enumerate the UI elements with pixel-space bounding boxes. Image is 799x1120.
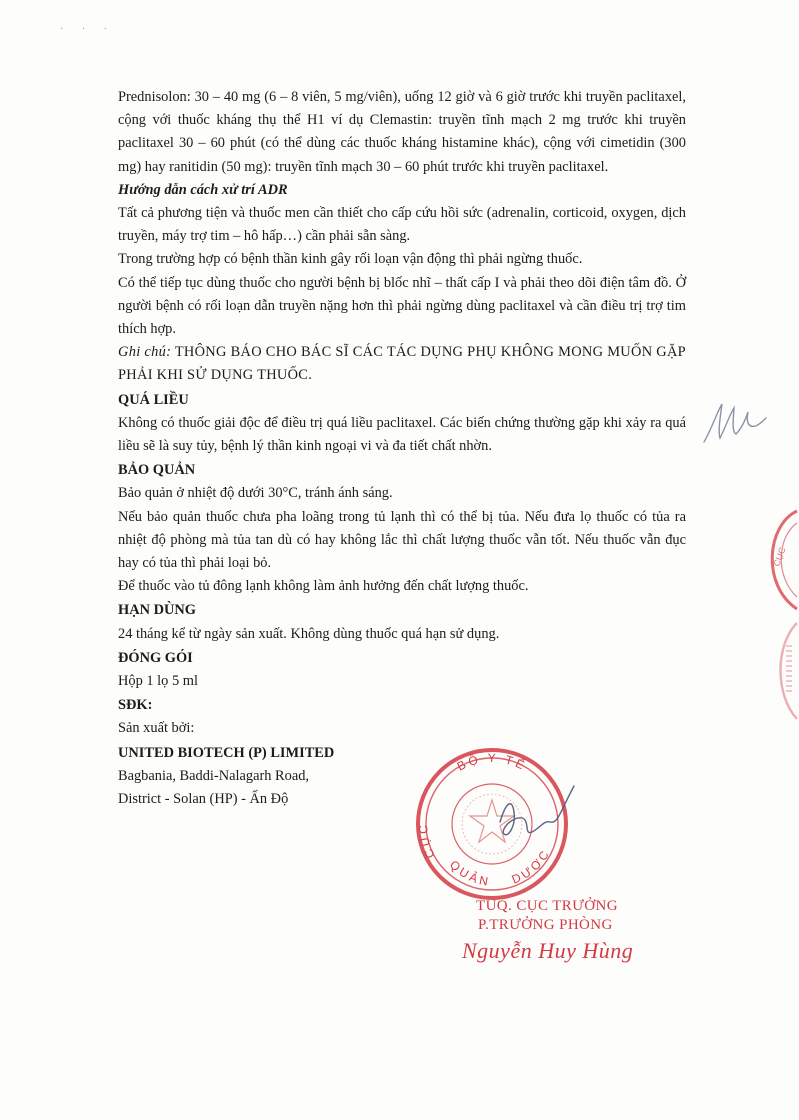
manufacturer-address-line-1: Bagbania, Baddi-Nalagarh Road, bbox=[118, 767, 310, 784]
signatory-name: Nguyễn Huy Hùng bbox=[462, 938, 634, 963]
manufacturer-name: UNITED BIOTECH (P) LIMITED bbox=[118, 744, 335, 761]
storage-paragraph-2: Nếu bảo quản thuốc chưa pha loãng trong tủ lạnh thì có thể bị tủa. Nếu đưa lọ thuốc có tủa ra nhiệt độ phòng mà tủa tan dù có hay không lắc thì chất lượng thuốc vẫn tốt. Nếu thuốc vẫn đục hay có tủa thì phải loại bỏ. bbox=[118, 508, 686, 572]
adr-paragraph-1: Tất cả phương tiện và thuốc men cần thiết cho cấp cứu hồi sức (adrenalin, corticoid, oxygen, dịch truyền, máy trợ tim – hô hấp…) cần phải sẵn sàng. bbox=[118, 205, 686, 245]
note-text: THÔNG BÁO CHO BÁC SĨ CÁC TÁC DỤNG PHỤ KHÔNG MONG MUỐN GẶP PHẢI KHI SỬ DỤNG THUỐC. bbox=[118, 344, 686, 384]
seal-bottom-right-text: DƯỢC bbox=[509, 845, 554, 887]
packing-heading: ĐÓNG GÓI bbox=[118, 649, 193, 666]
svg-text:CỤC bbox=[416, 822, 437, 860]
partial-stamp-right-upper bbox=[739, 505, 799, 615]
seal-left-text: CỤC bbox=[416, 822, 438, 861]
official-round-seal bbox=[408, 742, 578, 902]
overdose-paragraph: Không có thuốc giải độc để điều trị quá liều paclitaxel. Các biến chứng thường gặp khi xảy ra quá liều sẽ là suy tủy, bệnh lý thần kinh ngoại vi và đa tiết chất nhờn. bbox=[118, 414, 686, 455]
seal-bottom-left-text: QUẢN bbox=[446, 857, 493, 890]
document-body bbox=[118, 86, 686, 811]
signature-block bbox=[462, 897, 662, 965]
storage-heading: BẢO QUẢN bbox=[118, 462, 196, 479]
signature-title-line-1: TUQ. CỤC TRƯỞNG bbox=[476, 898, 618, 914]
packing-paragraph: Hộp 1 lọ 5 ml bbox=[118, 673, 198, 690]
storage-paragraph-1: Bảo quản ở nhiệt độ dưới 30°C, tránh ánh sáng. bbox=[118, 485, 393, 502]
registration-heading: SĐK: bbox=[118, 697, 153, 714]
expiry-paragraph: 24 tháng kể từ ngày sản xuất. Không dùng thuốc quá hạn sử dụng. bbox=[118, 625, 500, 642]
overdose-heading: QUÁ LIỀU bbox=[118, 391, 189, 408]
svg-text:QUẢN bbox=[447, 858, 492, 890]
adr-paragraph-3: Có thể tiếp tục dùng thuốc cho người bệnh bị blốc nhĩ – thất cấp I và phải theo dõi điện tâm đồ. Ở người bệnh có rối loạn dẫn truyền nặng hơn thì phải ngừng dùng paclitaxel và cần điều trị trợ tim thích hợp. bbox=[118, 274, 686, 338]
signature-title-line-2: P.TRƯỞNG PHÒNG bbox=[478, 917, 613, 933]
expiry-heading: HẠN DÙNG bbox=[118, 602, 196, 619]
adr-heading: Hướng dẫn cách xử trí ADR bbox=[118, 181, 288, 198]
svg-text:CỤC: CỤC bbox=[771, 545, 788, 568]
note-label: Ghi chú: bbox=[118, 344, 172, 361]
note-paragraph bbox=[118, 341, 686, 387]
handwritten-initials bbox=[700, 398, 770, 448]
premedication-paragraph: Prednisolon: 30 – 40 mg (6 – 8 viên, 5 mg/viên), uống 12 giờ và 6 giờ trước khi truyền paclitaxel, cộng với thuốc kháng thụ thể H1 ví dụ Clemastin: truyền tĩnh mạch 2 mg trước khi truyền paclitaxel 30 – 60 phút (có thể dùng các thuốc kháng histamine khác), cộng với cimetidin (300 mg) hay ranitidin (50 mg): truyền tĩnh mạch 30 – 60 phút trước khi truyền paclitaxel. bbox=[118, 89, 686, 175]
storage-paragraph-3: Để thuốc vào tủ đông lạnh không làm ảnh hưởng đến chất lượng thuốc. bbox=[118, 578, 529, 595]
manufacturer-address-line-2: District - Solan (HP) - Ấn Độ bbox=[118, 791, 289, 808]
svg-text:DƯỢC bbox=[510, 846, 554, 887]
scan-artifact: · · · bbox=[60, 24, 115, 35]
manufacturer-label: Sản xuất bởi: bbox=[118, 720, 195, 737]
seal-top-text: BỘ Y TẾ bbox=[454, 750, 530, 774]
partial-stamp-right-lower bbox=[749, 615, 799, 725]
adr-paragraph-2: Trong trường hợp có bệnh thần kinh gây rối loạn vận động thì phải ngừng thuốc. bbox=[118, 251, 583, 268]
